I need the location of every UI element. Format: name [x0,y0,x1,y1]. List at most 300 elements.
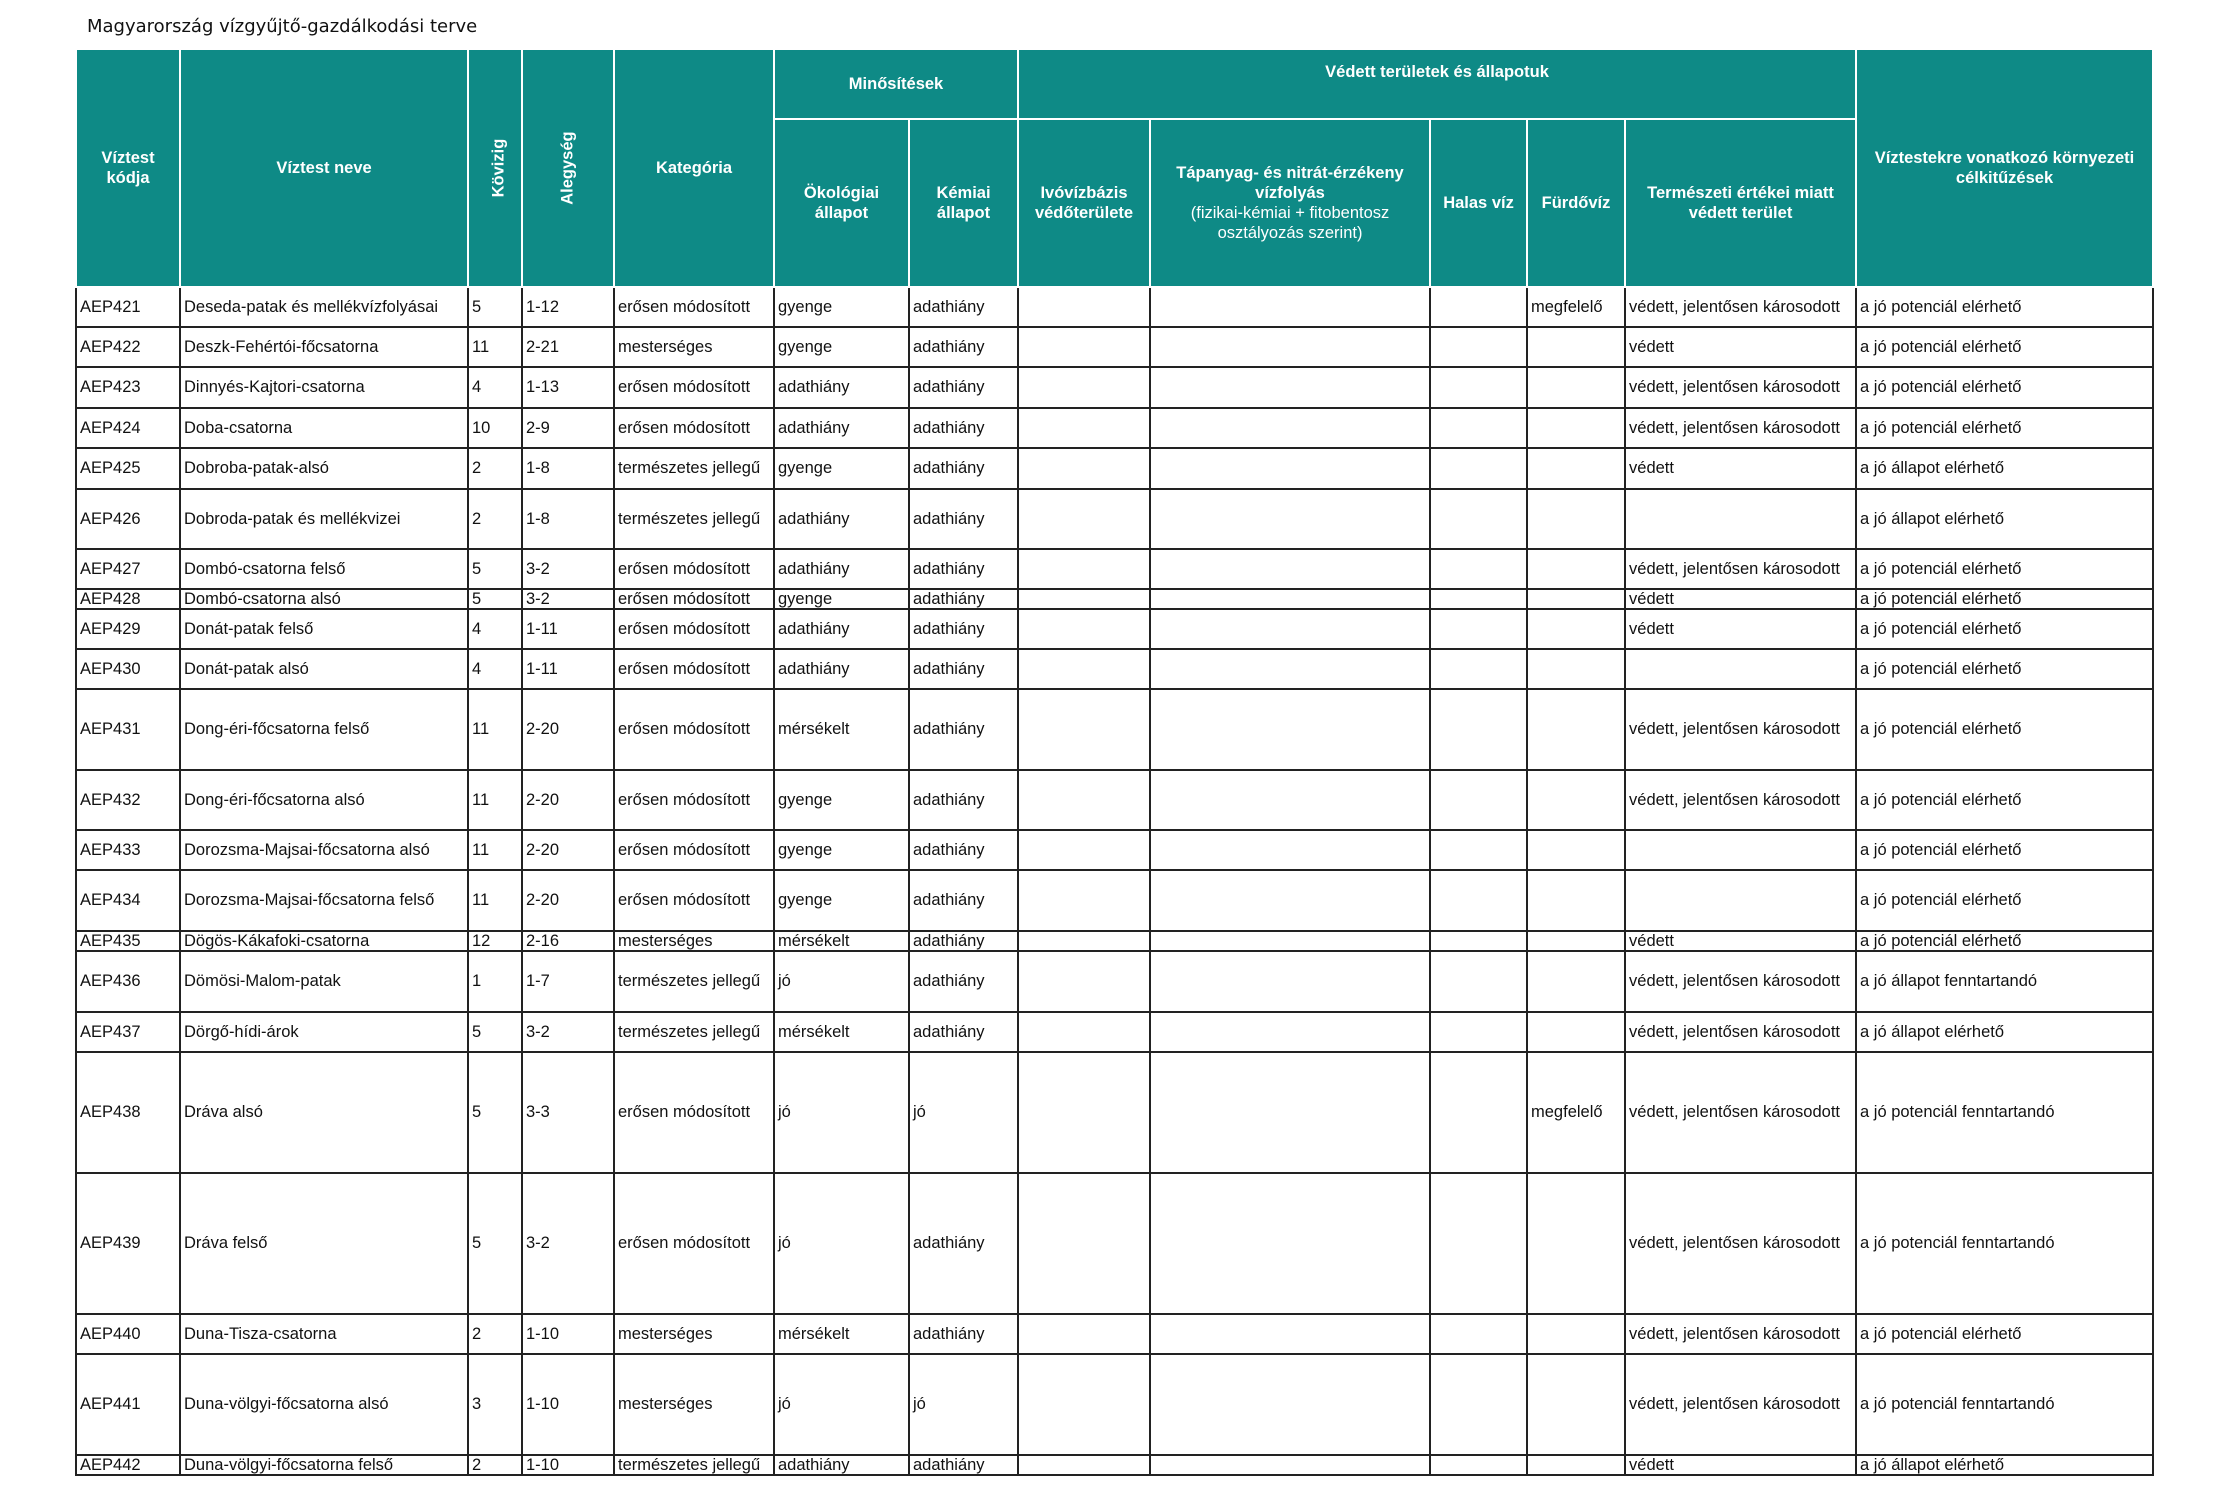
cell-cel: a jó potenciál elérhető [1856,870,2153,931]
cell-cel: a jó potenciál fenntartandó [1856,1173,2153,1314]
cell-okologiai: jó [774,951,909,1012]
cell-okologiai: adathiány [774,367,909,408]
cell-okologiai: adathiány [774,1455,909,1475]
header-okologiai: Ökológiai állapot [774,119,909,287]
cell-termeszeti: védett, jelentősen károsodott [1625,549,1856,589]
cell-ivoviz [1018,951,1150,1012]
cell-furdoviz [1527,1455,1625,1475]
cell-okologiai: adathiány [774,649,909,689]
header-termeszeti: Természeti értékei miatt védett terület [1625,119,1856,287]
cell-furdoviz [1527,951,1625,1012]
cell-cel: a jó potenciál elérhető [1856,609,2153,649]
cell-kovizig: 12 [468,931,522,951]
cell-furdoviz [1527,870,1625,931]
cell-kovizig: 3 [468,1354,522,1455]
cell-tapanyag [1150,770,1430,830]
cell-kemiai: adathiány [909,830,1018,870]
cell-kategoria: természetes jellegű [614,448,774,489]
cell-alegyseg: 1-10 [522,1354,614,1455]
cell-kovizig: 2 [468,489,522,549]
cell-kategoria: erősen módosított [614,770,774,830]
table-row [76,1052,2153,1173]
cell-code: AEP428 [76,589,180,609]
cell-furdoviz [1527,649,1625,689]
cell-termeszeti [1625,649,1856,689]
cell-halas [1430,1052,1527,1173]
cell-name: Dorozsma-Majsai-főcsatorna felső [180,870,468,931]
cell-alegyseg: 1-10 [522,1455,614,1475]
cell-kemiai: adathiány [909,770,1018,830]
cell-termeszeti: védett, jelentősen károsodott [1625,770,1856,830]
cell-cel: a jó állapot elérhető [1856,1455,2153,1475]
cell-termeszeti: védett [1625,931,1856,951]
cell-halas [1430,1455,1527,1475]
table-row [76,870,2153,931]
header-ivovizbazis: Ivóvízbázis védőterülete [1018,119,1150,287]
table-row [76,649,2153,689]
cell-termeszeti [1625,830,1856,870]
cell-cel: a jó potenciál elérhető [1856,649,2153,689]
cell-kovizig: 1 [468,951,522,1012]
cell-kategoria: erősen módosított [614,830,774,870]
header-alegyseg-label: Alegység [558,131,577,205]
cell-ivoviz [1018,408,1150,448]
table-row [76,327,2153,367]
cell-ivoviz [1018,549,1150,589]
cell-alegyseg: 2-20 [522,770,614,830]
cell-tapanyag [1150,931,1430,951]
cell-tapanyag [1150,689,1430,770]
table-row [76,1173,2153,1314]
cell-okologiai: mérsékelt [774,931,909,951]
cell-kemiai: adathiány [909,1455,1018,1475]
cell-kategoria: erősen módosított [614,1052,774,1173]
cell-halas [1430,649,1527,689]
cell-termeszeti [1625,489,1856,549]
cell-ivoviz [1018,1354,1150,1455]
cell-furdoviz [1527,589,1625,609]
cell-name: Deszk-Fehértói-főcsatorna [180,327,468,367]
cell-kemiai: adathiány [909,448,1018,489]
cell-halas [1430,1012,1527,1052]
header-code: Víztest kódja [76,49,180,287]
cell-ivoviz [1018,589,1150,609]
cell-code: AEP441 [76,1354,180,1455]
table-row [76,770,2153,830]
cell-tapanyag [1150,951,1430,1012]
cell-okologiai: gyenge [774,327,909,367]
cell-okologiai: mérsékelt [774,1012,909,1052]
table-row [76,609,2153,649]
table-row [76,408,2153,448]
cell-cel: a jó potenciál elérhető [1856,408,2153,448]
cell-cel: a jó potenciál fenntartandó [1856,1052,2153,1173]
cell-code: AEP440 [76,1314,180,1354]
cell-alegyseg: 1-13 [522,367,614,408]
cell-kovizig: 2 [468,1455,522,1475]
cell-alegyseg: 2-9 [522,408,614,448]
cell-kategoria: természetes jellegű [614,1012,774,1052]
cell-name: Dráva felső [180,1173,468,1314]
cell-name: Dögös-Kákafoki-csatorna [180,931,468,951]
cell-alegyseg: 2-20 [522,870,614,931]
cell-kemiai: adathiány [909,1012,1018,1052]
cell-tapanyag [1150,609,1430,649]
cell-kemiai: adathiány [909,287,1018,327]
cell-halas [1430,1314,1527,1354]
cell-name: Dong-éri-főcsatorna felső [180,689,468,770]
table-row [76,1354,2153,1455]
cell-code: AEP439 [76,1173,180,1314]
cell-okologiai: jó [774,1173,909,1314]
cell-ivoviz [1018,1012,1150,1052]
cell-kategoria: erősen módosított [614,549,774,589]
cell-furdoviz [1527,327,1625,367]
cell-alegyseg: 3-2 [522,589,614,609]
cell-code: AEP426 [76,489,180,549]
cell-halas [1430,448,1527,489]
cell-name: Donát-patak felső [180,609,468,649]
cell-code: AEP432 [76,770,180,830]
cell-okologiai: adathiány [774,489,909,549]
cell-termeszeti [1625,870,1856,931]
cell-kemiai: adathiány [909,931,1018,951]
cell-kategoria: erősen módosított [614,649,774,689]
cell-furdoviz [1527,1314,1625,1354]
cell-termeszeti: védett, jelentősen károsodott [1625,951,1856,1012]
table-row [76,1455,2153,1475]
cell-name: Dinnyés-Kajtori-csatorna [180,367,468,408]
cell-halas [1430,609,1527,649]
cell-name: Dobroda-patak és mellékvizei [180,489,468,549]
cell-furdoviz [1527,1354,1625,1455]
table-row [76,367,2153,408]
header-tapanyag-sub: (fizikai-kémiai + fitobentosz osztályozás szerint) [1190,204,1390,243]
cell-code: AEP424 [76,408,180,448]
cell-kategoria: mesterséges [614,1354,774,1455]
cell-kemiai: adathiány [909,951,1018,1012]
cell-cel: a jó potenciál elérhető [1856,689,2153,770]
cell-okologiai: jó [774,1354,909,1455]
cell-kovizig: 4 [468,649,522,689]
table-row [76,589,2153,609]
cell-kategoria: mesterséges [614,327,774,367]
cell-halas [1430,931,1527,951]
cell-code: AEP430 [76,649,180,689]
cell-okologiai: adathiány [774,549,909,589]
cell-name: Deseda-patak és mellékvízfolyásai [180,287,468,327]
cell-name: Dombó-csatorna alsó [180,589,468,609]
table-row [76,287,2153,327]
header-name: Víztest neve [180,49,468,287]
cell-cel: a jó potenciál elérhető [1856,549,2153,589]
cell-kategoria: erősen módosított [614,609,774,649]
cell-kemiai: adathiány [909,367,1018,408]
cell-kemiai: adathiány [909,327,1018,367]
cell-kovizig: 11 [468,830,522,870]
cell-tapanyag [1150,1354,1430,1455]
cell-code: AEP429 [76,609,180,649]
cell-alegyseg: 1-8 [522,489,614,549]
cell-tapanyag [1150,1314,1430,1354]
cell-kemiai: adathiány [909,549,1018,589]
cell-name: Duna-Tisza-csatorna [180,1314,468,1354]
cell-okologiai: adathiány [774,609,909,649]
cell-cel: a jó állapot elérhető [1856,489,2153,549]
cell-alegyseg: 1-11 [522,649,614,689]
cell-kategoria: erősen módosított [614,689,774,770]
cell-name: Donát-patak alsó [180,649,468,689]
cell-tapanyag [1150,830,1430,870]
cell-code: AEP423 [76,367,180,408]
cell-code: AEP437 [76,1012,180,1052]
cell-kemiai: adathiány [909,649,1018,689]
table-row [76,1314,2153,1354]
cell-code: AEP438 [76,1052,180,1173]
cell-kategoria: erősen módosított [614,870,774,931]
cell-okologiai: gyenge [774,830,909,870]
header-kategoria: Kategória [614,49,774,287]
header-furdoviz: Fürdővíz [1527,119,1625,287]
cell-name: Dombó-csatorna felső [180,549,468,589]
cell-name: Dráva alsó [180,1052,468,1173]
cell-tapanyag [1150,1052,1430,1173]
cell-kemiai: jó [909,1052,1018,1173]
cell-cel: a jó potenciál elérhető [1856,1314,2153,1354]
cell-kemiai: jó [909,1354,1018,1455]
cell-okologiai: gyenge [774,589,909,609]
cell-ivoviz [1018,1455,1150,1475]
cell-tapanyag [1150,549,1430,589]
cell-termeszeti: védett [1625,448,1856,489]
table-row [76,951,2153,1012]
cell-termeszeti: védett [1625,327,1856,367]
cell-tapanyag [1150,367,1430,408]
table-body [76,287,2153,1475]
cell-kovizig: 5 [468,589,522,609]
cell-kovizig: 11 [468,870,522,931]
cell-code: AEP431 [76,689,180,770]
cell-alegyseg: 1-10 [522,1314,614,1354]
cell-kategoria: erősen módosított [614,589,774,609]
cell-cel: a jó potenciál elérhető [1856,589,2153,609]
cell-cel: a jó potenciál elérhető [1856,327,2153,367]
cell-furdoviz [1527,830,1625,870]
cell-name: Dong-éri-főcsatorna alsó [180,770,468,830]
cell-alegyseg: 1-8 [522,448,614,489]
cell-okologiai: gyenge [774,448,909,489]
cell-halas [1430,367,1527,408]
cell-okologiai: mérsékelt [774,1314,909,1354]
cell-ivoviz [1018,931,1150,951]
cell-termeszeti: védett [1625,1455,1856,1475]
cell-furdoviz [1527,1173,1625,1314]
cell-alegyseg: 2-20 [522,689,614,770]
cell-name: Dobroba-patak-alsó [180,448,468,489]
cell-kategoria: mesterséges [614,931,774,951]
cell-kovizig: 11 [468,689,522,770]
cell-kovizig: 5 [468,1052,522,1173]
cell-halas [1430,589,1527,609]
cell-tapanyag [1150,408,1430,448]
cell-kemiai: adathiány [909,408,1018,448]
cell-tapanyag [1150,448,1430,489]
cell-termeszeti: védett [1625,609,1856,649]
cell-kategoria: erősen módosított [614,367,774,408]
cell-kategoria: mesterséges [614,1314,774,1354]
cell-alegyseg: 3-3 [522,1052,614,1173]
cell-kemiai: adathiány [909,689,1018,770]
cell-okologiai: mérsékelt [774,689,909,770]
cell-halas [1430,770,1527,830]
cell-code: AEP427 [76,549,180,589]
cell-ivoviz [1018,770,1150,830]
cell-tapanyag [1150,589,1430,609]
cell-code: AEP434 [76,870,180,931]
cell-halas [1430,489,1527,549]
cell-okologiai: adathiány [774,408,909,448]
cell-kemiai: adathiány [909,1173,1018,1314]
cell-kovizig: 5 [468,1012,522,1052]
cell-okologiai: gyenge [774,870,909,931]
cell-termeszeti: védett, jelentősen károsodott [1625,1052,1856,1173]
cell-furdoviz [1527,689,1625,770]
table-row [76,830,2153,870]
cell-ivoviz [1018,1314,1150,1354]
cell-alegyseg: 2-20 [522,830,614,870]
cell-termeszeti: védett, jelentősen károsodott [1625,408,1856,448]
cell-ivoviz [1018,649,1150,689]
cell-cel: a jó állapot fenntartandó [1856,951,2153,1012]
cell-furdoviz [1527,931,1625,951]
cell-kovizig: 2 [468,448,522,489]
water-bodies-table [75,48,2154,1476]
cell-furdoviz [1527,367,1625,408]
cell-kemiai: adathiány [909,589,1018,609]
header-celkituzesek: Víztestekre vonatkozó környezeti célkitűzések [1856,49,2153,287]
cell-code: AEP435 [76,931,180,951]
cell-kemiai: adathiány [909,609,1018,649]
cell-tapanyag [1150,287,1430,327]
cell-termeszeti: védett, jelentősen károsodott [1625,1173,1856,1314]
cell-tapanyag [1150,1455,1430,1475]
cell-furdoviz [1527,549,1625,589]
cell-kategoria: természetes jellegű [614,951,774,1012]
cell-okologiai: jó [774,1052,909,1173]
cell-furdoviz [1527,489,1625,549]
table-row [76,549,2153,589]
header-kemiai: Kémiai állapot [909,119,1018,287]
cell-kemiai: adathiány [909,489,1018,549]
cell-cel: a jó potenciál elérhető [1856,931,2153,951]
cell-ivoviz [1018,489,1150,549]
table-row [76,1012,2153,1052]
cell-halas [1430,689,1527,770]
cell-ivoviz [1018,609,1150,649]
cell-halas [1430,327,1527,367]
cell-ivoviz [1018,1052,1150,1173]
cell-kovizig: 5 [468,1173,522,1314]
cell-name: Dömösi-Malom-patak [180,951,468,1012]
cell-name: Dorozsma-Majsai-főcsatorna alsó [180,830,468,870]
cell-furdoviz [1527,1012,1625,1052]
cell-termeszeti: védett, jelentősen károsodott [1625,1314,1856,1354]
cell-tapanyag [1150,489,1430,549]
cell-ivoviz [1018,689,1150,770]
cell-alegyseg: 1-11 [522,609,614,649]
cell-ivoviz [1018,1173,1150,1314]
cell-kovizig: 4 [468,367,522,408]
cell-name: Dörgő-hídi-árok [180,1012,468,1052]
cell-alegyseg: 1-7 [522,951,614,1012]
header-alegyseg [522,49,614,287]
cell-kategoria: erősen módosított [614,287,774,327]
cell-furdoviz: megfelelő [1527,287,1625,327]
cell-okologiai: gyenge [774,770,909,830]
cell-cel: a jó potenciál elérhető [1856,367,2153,408]
header-tapanyag-main: Tápanyag- és nitrát-érzékeny vízfolyás [1176,163,1404,202]
cell-halas [1430,1173,1527,1314]
cell-kategoria: erősen módosított [614,408,774,448]
cell-ivoviz [1018,287,1150,327]
table-row [76,931,2153,951]
cell-termeszeti: védett [1625,589,1856,609]
cell-kemiai: adathiány [909,1314,1018,1354]
cell-name: Duna-völgyi-főcsatorna alsó [180,1354,468,1455]
cell-furdoviz [1527,448,1625,489]
cell-tapanyag [1150,1012,1430,1052]
cell-alegyseg: 1-12 [522,287,614,327]
cell-kovizig: 2 [468,1314,522,1354]
table-row [76,448,2153,489]
cell-termeszeti: védett, jelentősen károsodott [1625,367,1856,408]
cell-ivoviz [1018,367,1150,408]
cell-kategoria: erősen módosított [614,1173,774,1314]
cell-okologiai: gyenge [774,287,909,327]
cell-code: AEP425 [76,448,180,489]
document-title: Magyarország vízgyűjtő-gazdálkodási terve [87,16,478,37]
cell-kovizig: 5 [468,287,522,327]
cell-kovizig: 11 [468,770,522,830]
header-tapanyag [1150,119,1430,287]
cell-tapanyag [1150,649,1430,689]
cell-cel: a jó állapot elérhető [1856,448,2153,489]
cell-ivoviz [1018,830,1150,870]
cell-alegyseg: 3-2 [522,1012,614,1052]
cell-code: AEP421 [76,287,180,327]
header-vedett: Védett területek és állapotuk [1018,49,1856,119]
cell-code: AEP436 [76,951,180,1012]
cell-tapanyag [1150,870,1430,931]
cell-ivoviz [1018,448,1150,489]
table-row [76,689,2153,770]
cell-kemiai: adathiány [909,870,1018,931]
cell-code: AEP422 [76,327,180,367]
cell-halas [1430,830,1527,870]
cell-ivoviz [1018,870,1150,931]
cell-code: AEP442 [76,1455,180,1475]
cell-cel: a jó állapot elérhető [1856,1012,2153,1052]
cell-termeszeti: védett, jelentősen károsodott [1625,689,1856,770]
cell-tapanyag [1150,1173,1430,1314]
cell-alegyseg: 3-2 [522,1173,614,1314]
header-minositesek: Minősítések [774,49,1018,119]
cell-cel: a jó potenciál elérhető [1856,287,2153,327]
cell-furdoviz: megfelelő [1527,1052,1625,1173]
cell-halas [1430,1354,1527,1455]
header-kovizig [468,49,522,287]
cell-termeszeti: védett, jelentősen károsodott [1625,287,1856,327]
